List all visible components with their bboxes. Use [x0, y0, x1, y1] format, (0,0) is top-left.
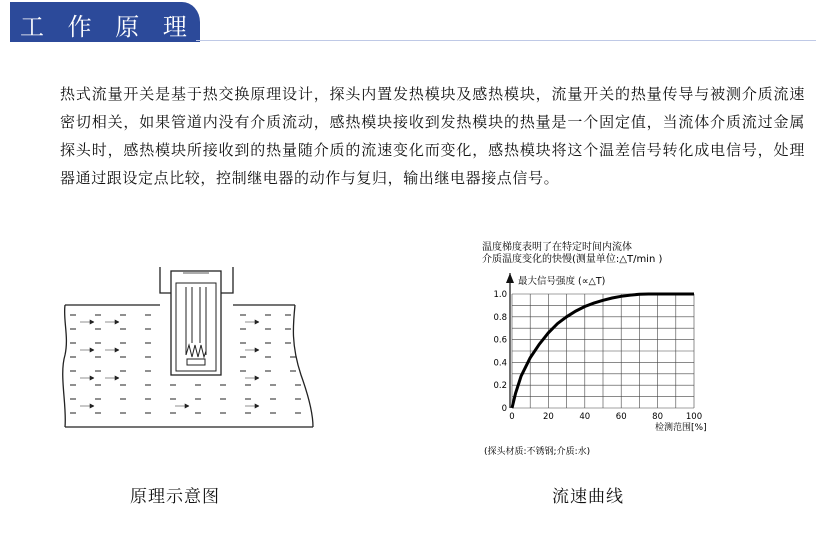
x-ticks — [509, 412, 702, 422]
chart-title: 温度梯度表明了在特定时间内流体 — [482, 242, 632, 253]
principle-schematic — [55, 265, 330, 450]
schematic-caption: 原理示意图 — [130, 487, 220, 507]
chart-caption: 流速曲线 — [552, 487, 624, 507]
y-ticks — [493, 290, 507, 414]
description-paragraph: 热式流量开关是基于热交换原理设计，探头内置发热模块及感热模块，流量开关的热量传导与被测介质流速密切相关，如果管道内没有介质流动，感热模块接收到发热模块的热量是一个固定值，当流体介质流过金属探头时，感热模块所接收到的热量随介质的流速变化而变化，感热模块将这个温差信号转化成电信号，处理器通过跟设定点比较，控制继电器的动作与复归，输出继电器接点信号。 — [60, 85, 805, 187]
y-tick-label: 0.6 — [493, 335, 507, 346]
chart-note: (探头材质:不锈钢;介质:水) — [484, 447, 591, 457]
x-tick-label: 40 — [579, 412, 591, 422]
flow-curve-chart — [480, 238, 740, 463]
x-tick-label: 100 — [685, 412, 703, 422]
chart-subtitle: 介质温度变化的快慢(测量单位:△T/min ) — [482, 254, 663, 265]
header-title: 工 作 原 理 — [20, 13, 195, 41]
y-tick-label: 0.4 — [493, 358, 507, 369]
y-tick-label: 0 — [501, 404, 507, 414]
y-tick-label: 1.0 — [493, 290, 507, 300]
y-tick-label: 0.8 — [493, 312, 507, 323]
chart-grid — [512, 294, 694, 408]
header-divider — [196, 40, 816, 41]
y-tick-label: 0.2 — [493, 381, 507, 392]
y-axis-arrow — [506, 273, 514, 283]
x-tick-label: 20 — [542, 412, 554, 422]
section-header — [10, 2, 200, 42]
x-tick-label: 0 — [509, 412, 515, 422]
x-tick-label: 80 — [652, 412, 664, 422]
y-axis-label: 最大信号强度 (∝△T) — [518, 276, 606, 287]
x-axis-label: 检测范围[%] — [655, 423, 707, 433]
x-tick-label: 60 — [615, 412, 627, 422]
